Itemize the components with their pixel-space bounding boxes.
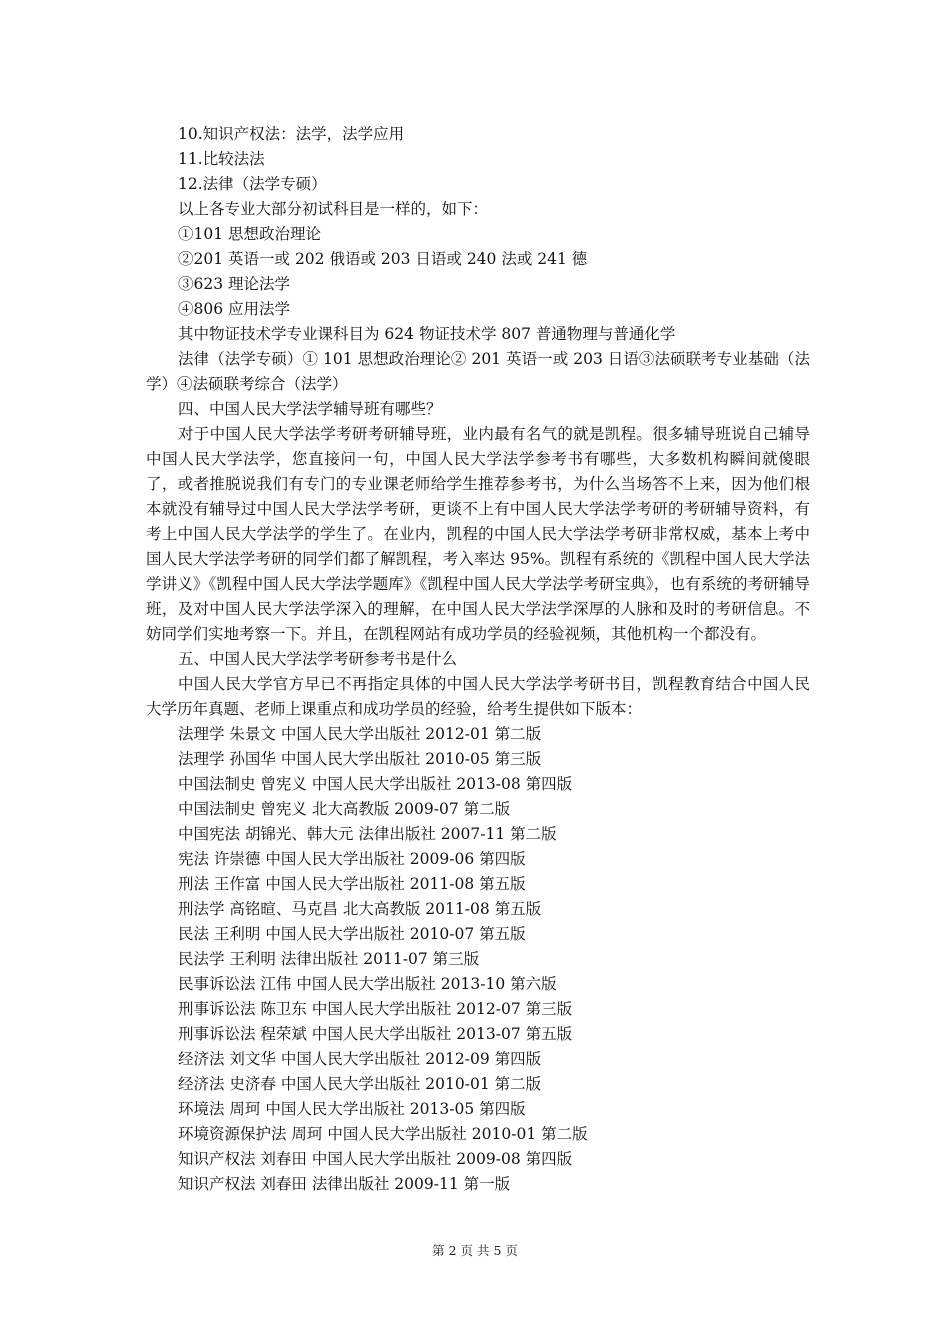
book-item: 法理学 朱景文 中国人民大学出版社 2012-01 第二版 — [178, 725, 542, 743]
reference-books-paragraph: 中国人民大学官方早已不再指定具体的中国人民大学法学考研书目，凯程教育结合中国人民大学历年真题、老师上课重点和成功学员的经验，给考生提供如下版本： — [146, 675, 810, 718]
book-item: 民法 王利明 中国人民大学出版社 2010-07 第五版 — [178, 925, 526, 943]
exam-subject-item: ③623 理论法学 — [178, 275, 291, 293]
section-heading-reference-books: 五、中国人民大学法学考研参考书是什么 — [178, 650, 458, 668]
page-number-footer: 第 2 页 共 5 页 — [432, 1243, 518, 1258]
book-item: 中国法制史 曾宪义 北大高教版 2009-07 第二版 — [178, 800, 511, 818]
major-item: 12.法律（法学专硕） — [178, 175, 327, 193]
book-item: 经济法 刘文华 中国人民大学出版社 2012-09 第四版 — [178, 1050, 542, 1068]
major-item: 11.比较法法 — [178, 150, 265, 168]
book-item: 知识产权法 刘春田 中国人民大学出版社 2009-08 第四版 — [178, 1150, 573, 1168]
major-item: 10.知识产权法：法学，法学应用 — [178, 125, 405, 143]
book-item: 环境法 周珂 中国人民大学出版社 2013-05 第四版 — [178, 1100, 526, 1118]
book-item: 中国宪法 胡锦光、韩大元 法律出版社 2007-11 第二版 — [178, 825, 557, 843]
exam-subject-item: ②201 英语一或 202 俄语或 203 日语或 240 法或 241 德 — [178, 250, 588, 268]
book-item: 民法学 王利明 法律出版社 2011-07 第三版 — [178, 950, 480, 968]
exam-subjects-intro: 以上各专业大部分初试科目是一样的，如下： — [178, 200, 489, 218]
book-item: 法理学 孙国华 中国人民大学出版社 2010-05 第三版 — [178, 750, 542, 768]
jm-subjects-paragraph: 法律（法学专硕）① 101 思想政治理论② 201 英语一或 203 日语③法硕联考专业基础（法学）④法硕联考综合（法学） — [146, 350, 810, 393]
document-body — [146, 122, 810, 1197]
exam-subject-item: ④806 应用法学 — [178, 300, 291, 318]
book-item: 环境资源保护法 周珂 中国人民大学出版社 2010-01 第二版 — [178, 1125, 588, 1143]
section-heading-tutoring: 四、中国人民大学法学辅导班有哪些？ — [178, 400, 442, 418]
major-list — [146, 122, 810, 347]
book-item: 刑法学 高铭暄、马克昌 北大高教版 2011-08 第五版 — [178, 900, 542, 918]
book-item: 知识产权法 刘春田 法律出版社 2009-11 第一版 — [178, 1175, 511, 1193]
tutoring-paragraph: 对于中国人民大学法学考研考研辅导班，业内最有名气的就是凯程。很多辅导班说自己辅导中国人民大学法学，您直接问一句，中国人民大学法学参考书有哪些，大多数机构瞬间就傻眼了，或者推脱说我们有专门的专业课老师给学生推荐参考书，为什么当场答不上来，因为他们根本就没有辅导过中国人民大学法学考研，更谈不上有中国人民大学法学考研的考研辅导资料，有考上中国人民大学法学的学生了。在业内，凯程的中国人民大学法学考研非常权威，基本上考中国人民大学法学考研的同学们都了解凯程，考入率达 95%。凯程有系统的《凯程中国人民大学法学讲义》《凯程中国人民大学法学题库》《凯程中国人民大学法学考研宝典》，也有系统的考研辅导班，及对中国人民大学法学深入的理解，在中国人民大学法学深厚的人脉和及时的考研信息。不妨同学们实地考察一下。并且，在凯程网站有成功学员的经验视频，其他机构一个都没有。 — [146, 425, 810, 643]
book-item: 宪法 许崇德 中国人民大学出版社 2009-06 第四版 — [178, 850, 526, 868]
book-list — [146, 722, 810, 1197]
exam-subject-item: ①101 思想政治理论 — [178, 225, 322, 243]
book-item: 刑事诉讼法 程荣斌 中国人民大学出版社 2013-07 第五版 — [178, 1025, 573, 1043]
book-item: 民事诉讼法 江伟 中国人民大学出版社 2013-10 第六版 — [178, 975, 557, 993]
book-item: 经济法 史济春 中国人民大学出版社 2010-01 第二版 — [178, 1075, 542, 1093]
forensic-subjects-note: 其中物证技术学专业课科目为 624 物证技术学 807 普通物理与普通化学 — [178, 325, 676, 343]
book-item: 刑事诉讼法 陈卫东 中国人民大学出版社 2012-07 第三版 — [178, 1000, 573, 1018]
book-item: 刑法 王作富 中国人民大学出版社 2011-08 第五版 — [178, 875, 526, 893]
book-item: 中国法制史 曾宪义 中国人民大学出版社 2013-08 第四版 — [178, 775, 573, 793]
